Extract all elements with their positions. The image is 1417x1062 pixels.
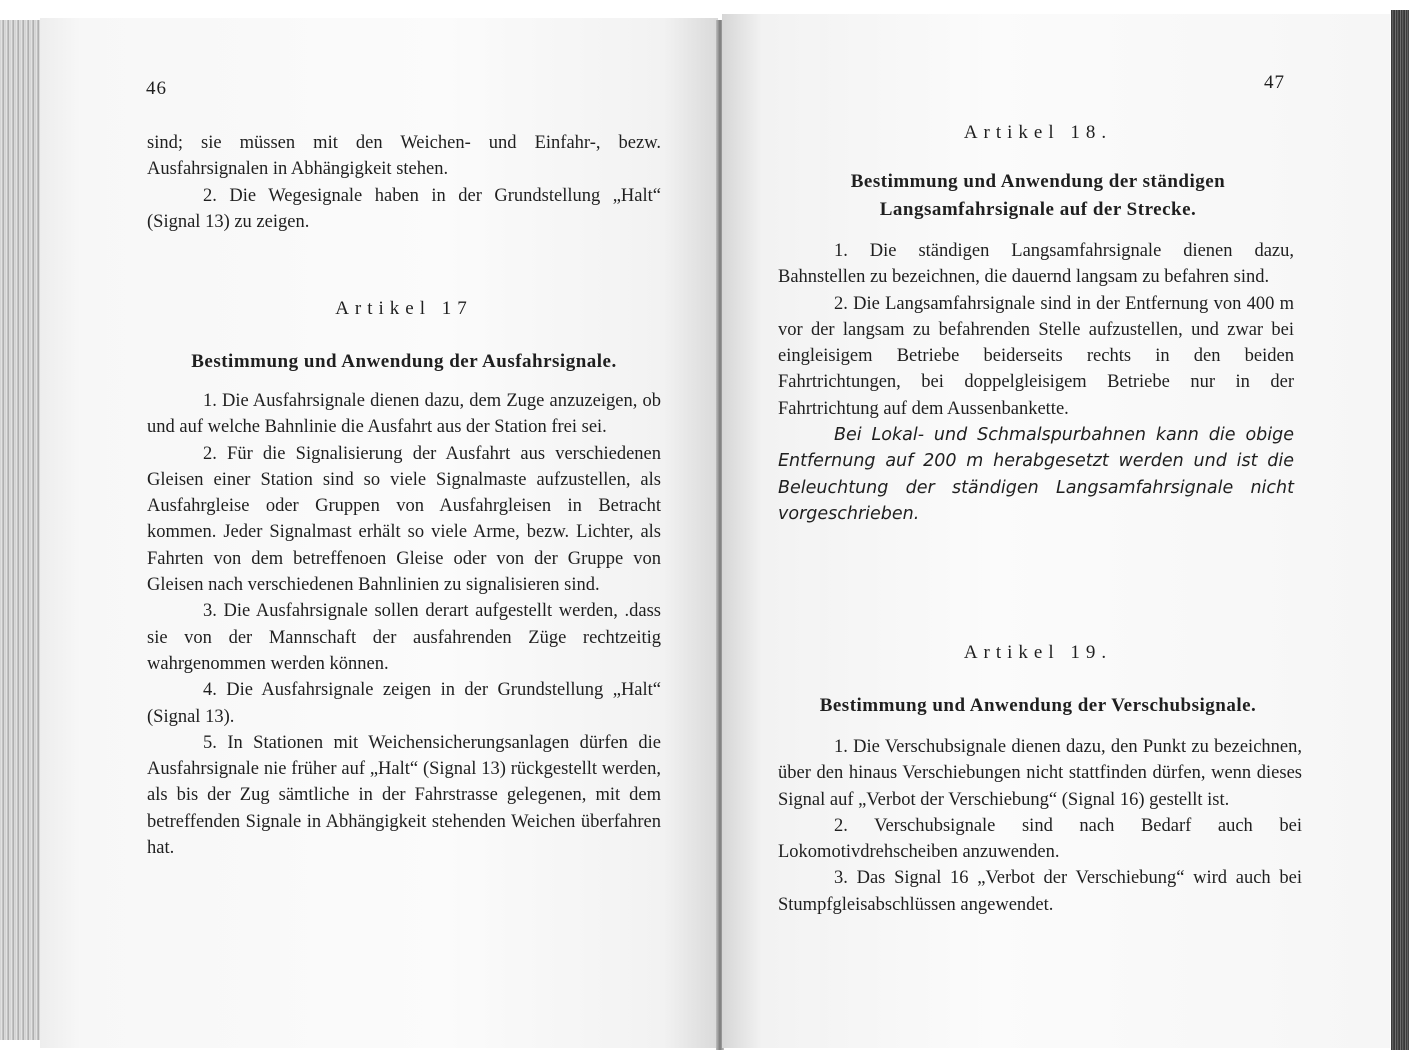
article-19-heading: Bestimmung und Anwendung der Verschubsignale.	[819, 695, 1257, 716]
book-left-edge	[0, 20, 44, 1040]
article-17-paragraph-4: 4. Die Ausfahrsignale zeigen in der Grundstellung „Halt“ (Signal 13).	[147, 680, 661, 727]
article-19-paragraph-1: 1. Die Verschubsignale dienen dazu, den Punkt zu bezeichnen, über den hinaus Verschiebungen nicht stattfinden dürfen, wenn dieses Signal auf „Verbot der Verschiebung“ (Signal 16) gestellt ist.	[778, 737, 1302, 810]
page-number-left: 46	[146, 78, 167, 99]
article-18-label: Artikel 18.	[963, 122, 1113, 143]
article-17-body	[147, 388, 661, 861]
article-18-heading-line-2: Langsamfahrsignale auf der Strecke.	[879, 199, 1197, 220]
continuation-paragraph-1: sind; sie müssen mit den Weichen- und Einfahr-, bezw. Ausfahrsignalen in Abhängigkeit stehen.	[147, 133, 661, 180]
left-continuation	[147, 130, 661, 235]
continuation-paragraph-2: 2. Die Wegesignale haben in der Grundstellung „Halt“ (Signal 13) zu zeigen.	[147, 185, 661, 232]
article-19-paragraph-3: 3. Das Signal 16 „Verbot der Verschiebung“ wird auch bei Stumpfgleisabschlüssen angewendet.	[778, 868, 1302, 915]
article-18-body	[778, 238, 1294, 527]
article-17-paragraph-1: 1. Die Ausfahrsignale dienen dazu, dem Zuge anzuzeigen, ob und auf welche Bahnlinie die Ausfahrt aus der Station frei sei.	[147, 391, 661, 438]
article-17-paragraph-2: 2. Für die Signalisierung der Ausfahrt aus verschiedenen Gleisen einer Station sind so viele Signalmaste aufzustellen, als Ausfahrgleise oder Gruppen von Ausfahrgleisen in Betracht kommen. Jeder Signalmast erhält so viele Arme, bezw. Lichter, als Fahrten von dem betreffenoen Gleise oder von der Gruppe von Gleisen nach verschiedenen Bahnlinien zu signalisieren sind.	[147, 443, 661, 596]
article-19-label: Artikel 19.	[963, 642, 1113, 663]
article-18-paragraph-1: 1. Die ständigen Langsamfahrsignale dienen dazu, Bahnstellen zu bezeichnen, die dauernd langsam zu befahren sind.	[778, 241, 1294, 288]
book-right-edge	[1391, 10, 1409, 1050]
article-18-heading	[778, 168, 1298, 224]
right-page	[722, 14, 1390, 1048]
article-17-label: Artikel 17	[335, 298, 473, 319]
left-page	[40, 18, 718, 1048]
article-17-paragraph-5: 5. In Stationen mit Weichensicherungsanlagen dürfen die Ausfahrsignale nie früher auf „Halt“ (Signal 13) rückgestellt werden, als bis der Zug sämtliche in der Fahrstrasse gelegenen, mit dem betreffenden Signale in Abhängigkeit stehenden Weichen überfahren hat.	[147, 732, 661, 859]
article-19-body	[778, 734, 1302, 918]
article-18-paragraph-2: 2. Die Langsamfahrsignale sind in der Entfernung von 400 m vor der langsam zu befahrenden Stelle aufzustellen, und zwar bei eingleisigem Betriebe beiderseits rechts in den beiden Fahrtrichtungen, bei doppelgleisigem Betriebe nur in der Fahrtrichtung auf dem Aussenbankette.	[778, 293, 1294, 419]
article-17-heading: Bestimmung und Anwendung der Ausfahrsignale.	[191, 351, 617, 372]
article-18-heading-line-1: Bestimmung und Anwendung der ständigen	[850, 171, 1226, 192]
article-17-paragraph-3: 3. Die Ausfahrsignale sollen derart aufgestellt werden, .dass sie von der Mannschaft der ausfahrenden Züge rechtzeitig wahrgenommen werden können.	[147, 601, 661, 674]
article-19-paragraph-2: 2. Verschubsignale sind nach Bedarf auch bei Lokomotivdrehscheiben anzuwenden.	[778, 815, 1302, 863]
page-number-right: 47	[1264, 72, 1285, 93]
article-18-italic-note: Bei Lokal- und Schmalspurbahnen kann die obige Entfernung auf 200 m herabgesetzt werden und ist die Beleuchtung der ständigen Langsamfahrsignale nicht vorgeschrieben.	[778, 425, 1294, 524]
